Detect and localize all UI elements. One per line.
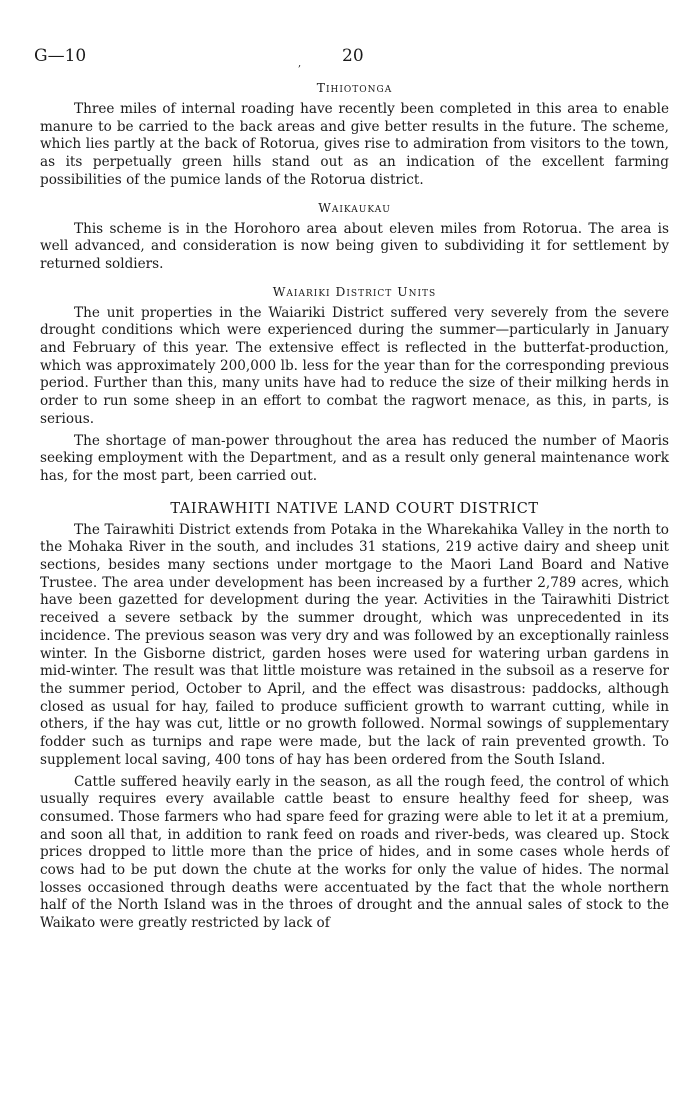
stray-mark: , [298,58,302,69]
district-heading: TAIRAWHITI NATIVE LAND COURT DISTRICT [170,500,539,517]
page-number: 20 [342,46,364,66]
document-page [34,46,669,933]
section-heading-waiariki-district-units: Waiariki District Units [272,284,437,299]
paragraph: The shortage of man-power throughout the area has reduced the number of Maoris seeking employment with the Department, and as a result only general maintenance work has, for the most part, been carried out. [40,432,669,484]
paragraph: Cattle suffered heavily early in the season, as all the rough feed, the control of which usually requires every available cattle beast to ensure healthy feed for sheep, was consumed. Those farmers who had spare feed for grazing were able to let it at a premium, and soon all that, in addition to rank feed on roads and river-beds, was cleared up. Stock prices dropped to little more than the price of hides, and in some cases whole herds of cows had to be put down the chute at the works for only the value of hides. The normal losses occasioned through deaths were accentuated by the fact that the whole northern half of the North Island was in the throes of drought and the annual sales of stock to the Waikato were greatly restricted by lack of [40,773,669,932]
paragraph: The Tairawhiti District extends from Potaka in the Wharekahika Valley in the north to the Mohaka River in the south, and includes 31 stations, 219 active dairy and sheep unit sections, besides many sections under mortgage to the Maori Land Board and Native Trustee. The area under development has been increased by a further 2,789 acres, which have been gazetted for development during the year. Activities in the Tairawhiti District received a severe setback by the summer drought, which was unprecedented in its incidence. The previous season was very dry and was followed by an exceptionally rainless winter. In the Gisborne district, garden hoses were used for watering urban gardens in mid-winter. The result was that little moisture was retained in the subsoil as a reserve for the summer period, October to April, and the effect was disastrous: paddocks, although closed as usual for hay, failed to produce sufficient growth to warrant cutting, while in others, if the hay was cut, little or no growth followed. Normal sowings of supplementary fodder such as turnips and rape were made, but the lack of rain prevented growth. To supplement local saving, 400 tons of hay has been ordered from the South Island. [40,521,669,768]
section-heading-tihiotonga: Tihiotonga [316,81,393,95]
page-header [34,46,669,70]
paragraph: The unit properties in the Waiariki District suffered very severely from the severe drought conditions which were experienced during the summer—particularly in January and February of this year. The extensive effect is reflected in the butterfat-production, which was approximately 200,000 lb. less for the year than for the corresponding previous period. Further than this, many units have had to reduce the size of their milking herds in order to run some sheep in an effort to combat the ragwort menace, as this, in parts, is serious. [40,304,669,427]
paragraph: Three miles of internal roading have recently been completed in this area to enable manure to be carried to the back areas and give better results in the future. The scheme, which lies partly at the back of Rotorua, gives rise to admiration from visitors to the town, as its perpetually green hills stand out as an indication of the excellent farming possibilities of the pumice lands of the Rotorua district. [40,101,669,188]
paragraph: This scheme is in the Horohoro area about eleven miles from Rotorua. The area is well advanced, and consideration is now being given to subdividing it for settlement by returned soldiers. [40,220,669,272]
section-heading-waikaukau: Waikaukau [318,200,391,215]
report-reference: G—10 [34,46,87,66]
